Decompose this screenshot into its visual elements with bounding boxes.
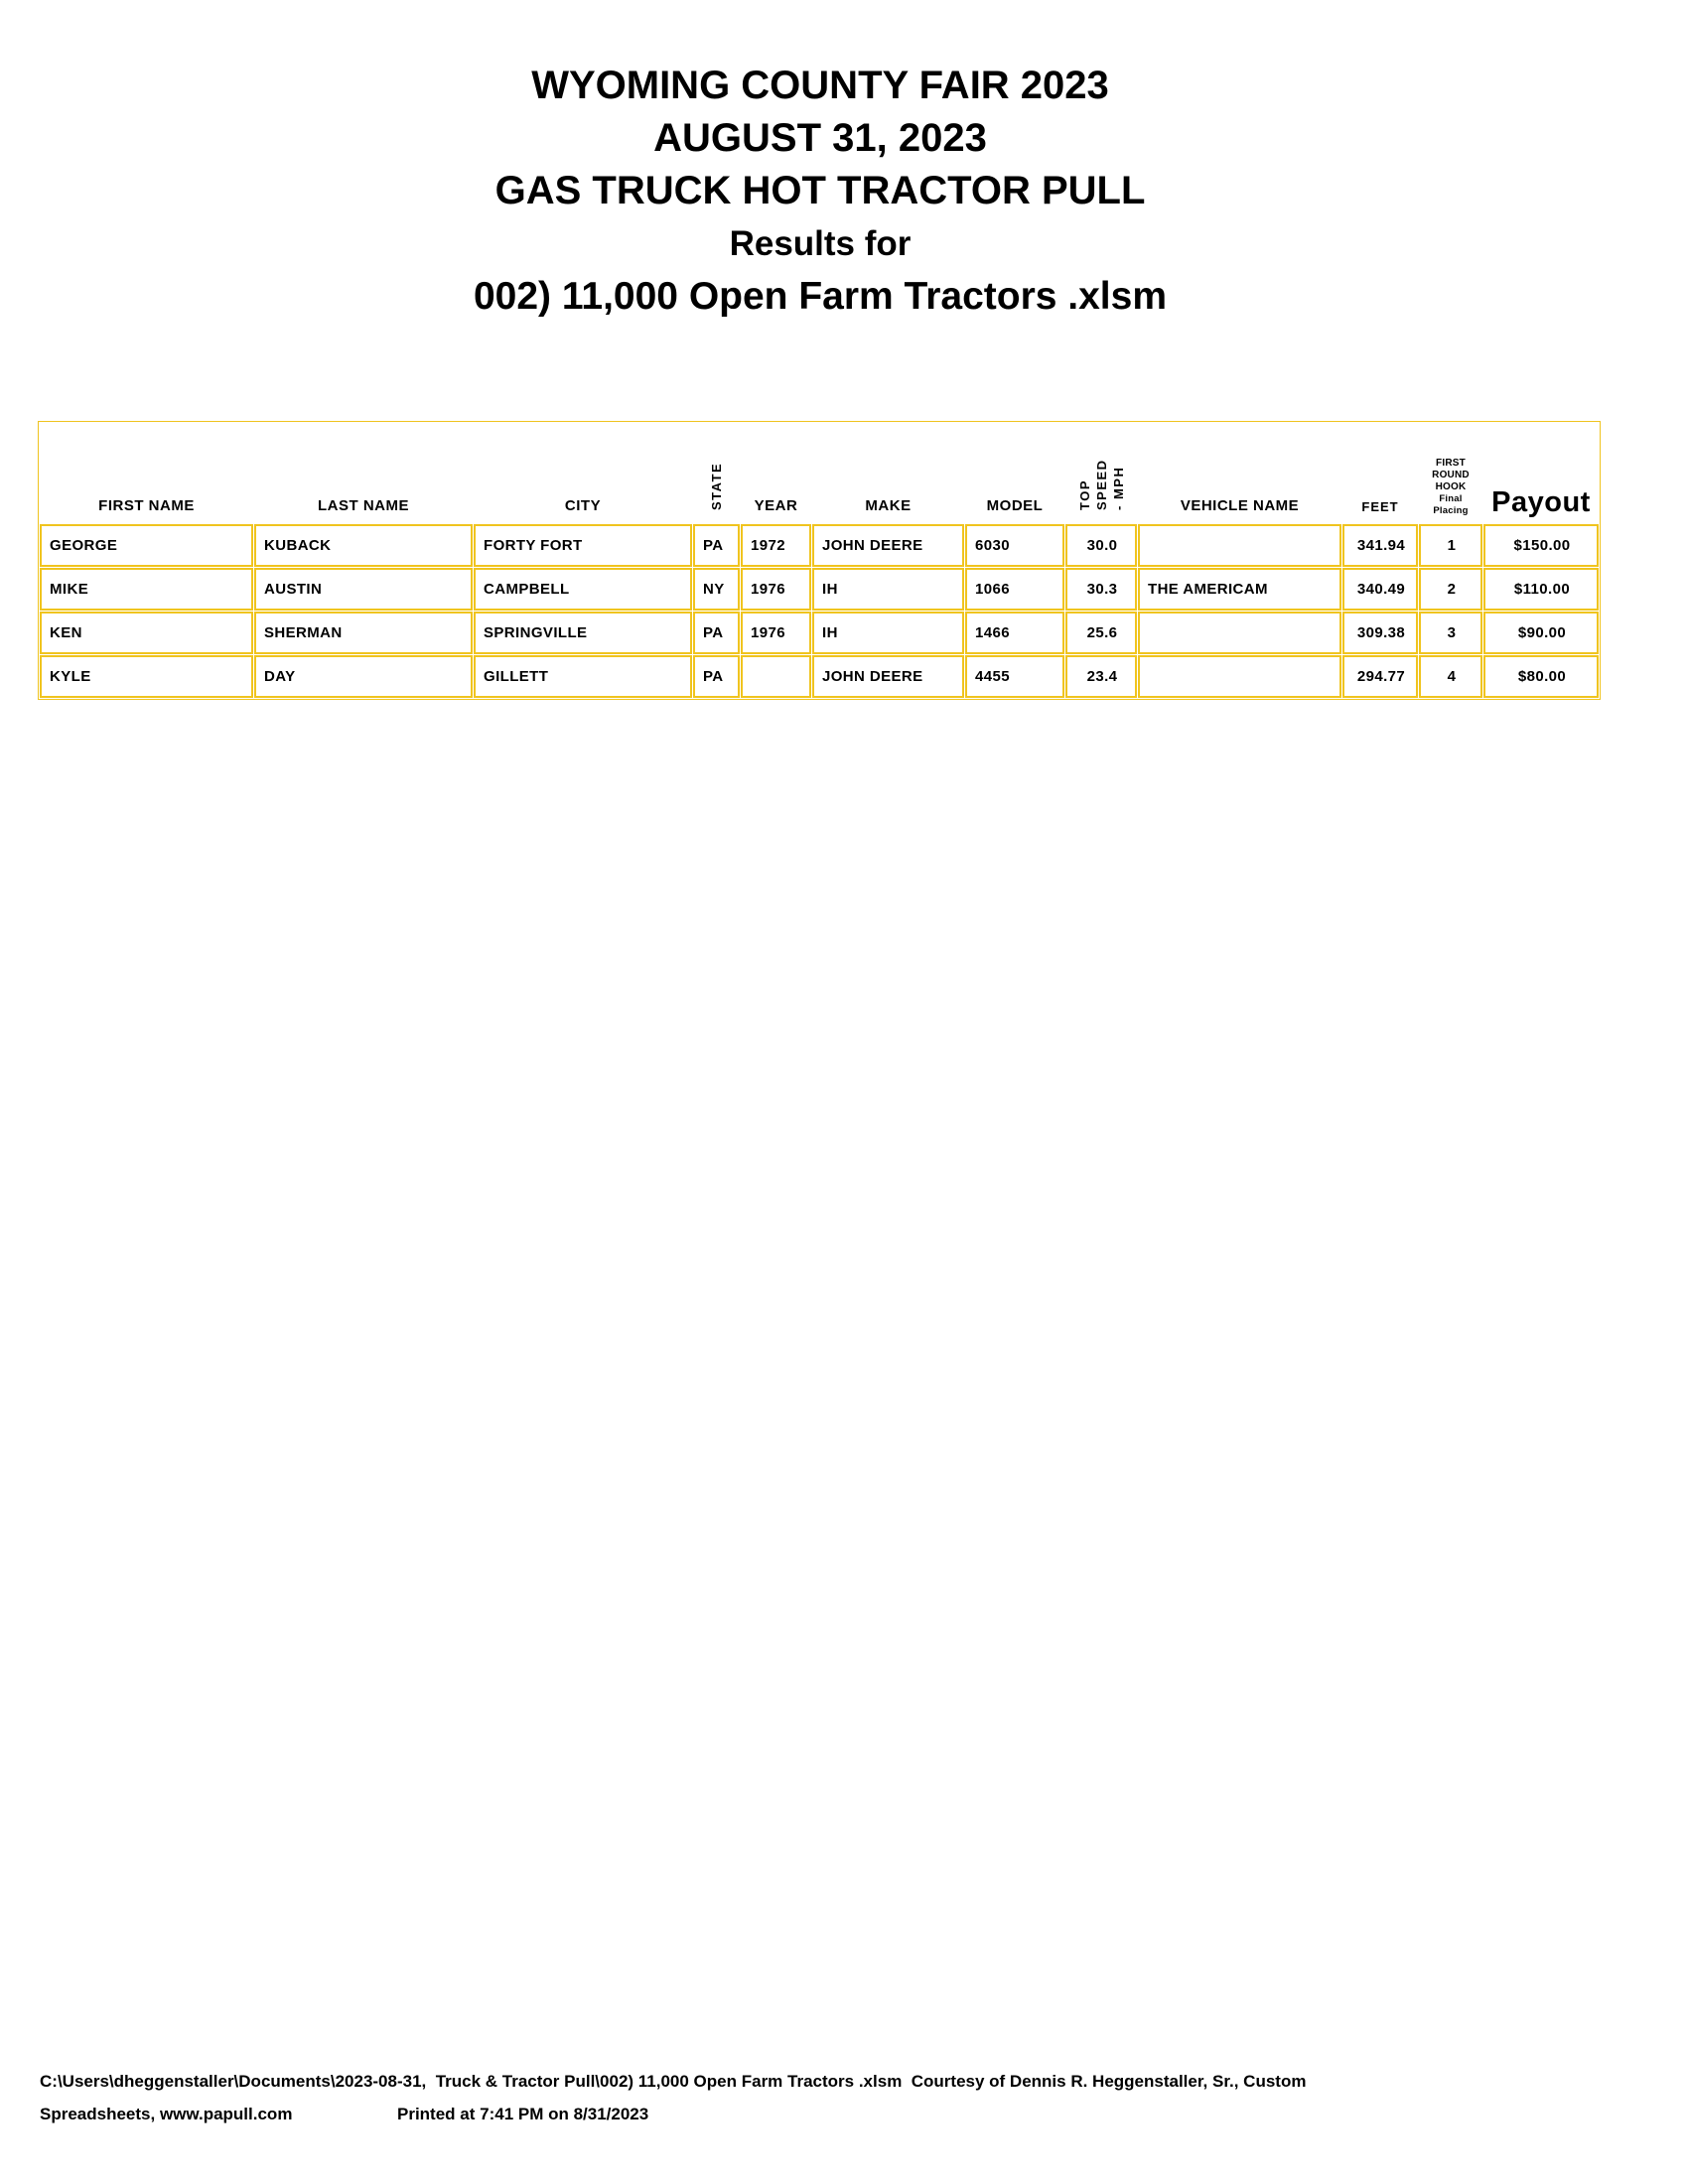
cell-last-name: KUBACK <box>254 524 473 567</box>
cell-year: 1976 <box>741 612 811 654</box>
table-row <box>40 524 1599 567</box>
cell-state: PA <box>693 612 740 654</box>
column-header-vehicle-name: VEHICLE NAME <box>1180 497 1300 514</box>
column-header-top-speed <box>1065 423 1137 523</box>
cell-payout: $150.00 <box>1483 524 1599 567</box>
table-row <box>40 612 1599 654</box>
cell-last-name: DAY <box>254 655 473 698</box>
cell-model: 6030 <box>965 524 1064 567</box>
cell-feet: 340.49 <box>1342 568 1418 611</box>
column-header-first-name: FIRST NAME <box>98 497 195 514</box>
cell-year: 1972 <box>741 524 811 567</box>
top-speed-vertical-label: TOP SPEED - MPH <box>1076 459 1126 510</box>
cell-vehicle-name <box>1138 655 1341 698</box>
cell-year <box>741 655 811 698</box>
cell-make: IH <box>812 568 964 611</box>
footer-second-line <box>40 2098 1658 2130</box>
cell-make: JOHN DEERE <box>812 655 964 698</box>
column-header-payout: Payout <box>1491 486 1591 518</box>
cell-city: FORTY FORT <box>474 524 692 567</box>
column-header-model: MODEL <box>986 497 1044 514</box>
cell-top-speed: 25.6 <box>1065 612 1137 654</box>
cell-last-name: AUSTIN <box>254 568 473 611</box>
state-vertical-label: STATE <box>709 462 724 510</box>
cell-payout: $80.00 <box>1483 655 1599 698</box>
cell-vehicle-name: THE AMERICAM <box>1138 568 1341 611</box>
class-file-title: 002) 11,000 Open Farm Tractors .xlsm <box>473 275 1168 318</box>
table-body <box>40 524 1599 698</box>
cell-last-name: SHERMAN <box>254 612 473 654</box>
cell-top-speed: 23.4 <box>1065 655 1137 698</box>
cell-payout: $110.00 <box>1483 568 1599 611</box>
footer-website: Spreadsheets, www.papull.com <box>40 2105 293 2123</box>
cell-vehicle-name <box>1138 524 1341 567</box>
page-title: WYOMING COUNTY FAIR 2023 <box>531 64 1109 107</box>
cell-vehicle-name <box>1138 612 1341 654</box>
cell-model: 4455 <box>965 655 1064 698</box>
column-header-year: YEAR <box>754 497 798 514</box>
cell-model: 1466 <box>965 612 1064 654</box>
cell-top-speed: 30.3 <box>1065 568 1137 611</box>
cell-state: NY <box>693 568 740 611</box>
cell-state: PA <box>693 655 740 698</box>
cell-city: GILLETT <box>474 655 692 698</box>
column-header-state <box>693 423 740 523</box>
cell-model: 1066 <box>965 568 1064 611</box>
cell-make: IH <box>812 612 964 654</box>
cell-feet: 309.38 <box>1342 612 1418 654</box>
cell-first-name: KEN <box>40 612 253 654</box>
cell-city: SPRINGVILLE <box>474 612 692 654</box>
column-header-feet: FEET <box>1361 499 1399 514</box>
cell-feet: 341.94 <box>1342 524 1418 567</box>
table-row <box>40 655 1599 698</box>
cell-feet: 294.77 <box>1342 655 1418 698</box>
results-table-region <box>38 421 1601 700</box>
column-header-first-round-hook: FIRST ROUND HOOK Final Placing <box>1432 458 1470 516</box>
column-header-make: MAKE <box>865 497 912 514</box>
results-for-label: Results for <box>729 224 912 263</box>
cell-top-speed: 30.0 <box>1065 524 1137 567</box>
cell-state: PA <box>693 524 740 567</box>
footer-printed-at: Printed at 7:41 PM on 8/31/2023 <box>397 2105 649 2123</box>
cell-hook-placing: 1 <box>1419 524 1482 567</box>
event-name: GAS TRUCK HOT TRACTOR PULL <box>494 169 1146 212</box>
cell-first-name: MIKE <box>40 568 253 611</box>
cell-make: JOHN DEERE <box>812 524 964 567</box>
cell-first-name: KYLE <box>40 655 253 698</box>
footer-file-path-and-credit: C:\Users\dheggenstaller\Documents\2023-08-31, Truck & Tractor Pull\002) 11,000 Open Farm Tractors .xlsm Courtesy of Dennis R. Heggenstaller, Sr., Custom <box>40 2072 1307 2091</box>
cell-hook-placing: 2 <box>1419 568 1482 611</box>
page-footer <box>40 2065 1658 2130</box>
cell-city: CAMPBELL <box>474 568 692 611</box>
cell-hook-placing: 4 <box>1419 655 1482 698</box>
table-row <box>40 568 1599 611</box>
cell-hook-placing: 3 <box>1419 612 1482 654</box>
table-header-row <box>40 423 1599 523</box>
column-header-last-name: LAST NAME <box>318 497 409 514</box>
column-header-city: CITY <box>564 497 602 514</box>
cell-payout: $90.00 <box>1483 612 1599 654</box>
cell-first-name: GEORGE <box>40 524 253 567</box>
cell-year: 1976 <box>741 568 811 611</box>
results-table <box>38 421 1601 700</box>
title-block <box>0 60 1640 323</box>
event-date: AUGUST 31, 2023 <box>653 116 987 160</box>
